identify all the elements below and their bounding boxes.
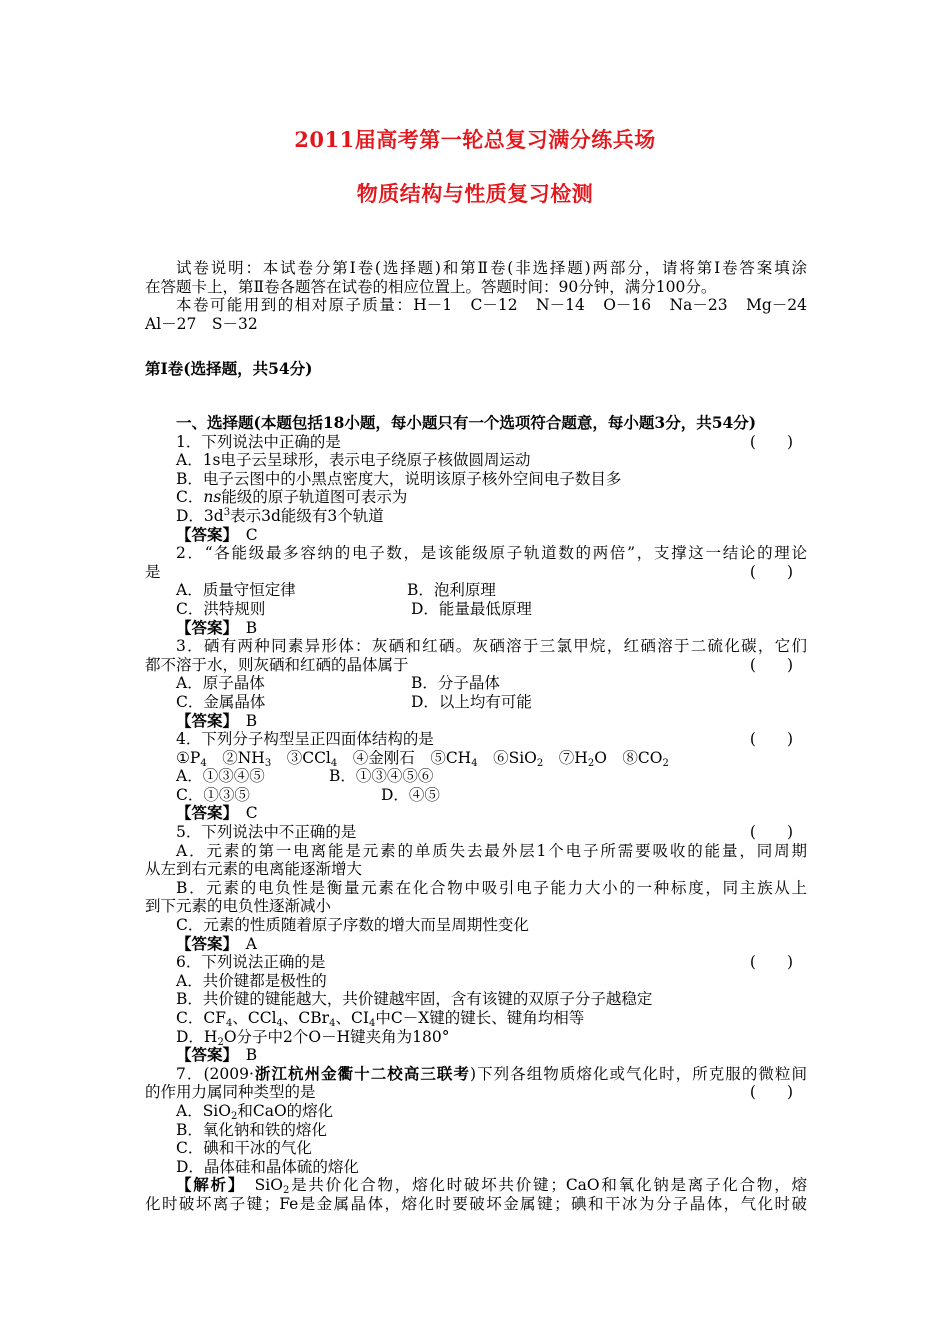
option-row: A．质量守恒定律 B．泡利原理 [176,581,496,600]
option: A．元素的第一电离能是元素的单质失去最外层1个电子所需要吸收的能量，同周期 [176,841,807,860]
option: C．碘和干冰的气化 [176,1139,312,1158]
option: B．元素的电负性是衡量元素在化合物中吸引电子能力大小的一种标度，同主族从上 [176,878,807,897]
answer-bracket: ( ) [749,823,793,842]
option-row: A．①③④⑤ B．①③④⑤⑥ [176,767,434,786]
answer-line: 【答案】 B [176,1045,258,1065]
option-row: C．金属晶体 D．以上均有可能 [176,692,532,711]
answer-bracket: ( ) [749,562,793,581]
option: D．$H_2O$分子中2个O－H键夹角为180° [176,1027,450,1048]
answer-line: 【答案】 C [176,803,258,823]
question-stem: 7．(2009·浙江杭州金衢十二校高三联考)下列各组物质熔化或气化时，所克服的微粒间 [176,1063,807,1083]
option: A．共价键都是极性的 [176,971,327,990]
answer-bracket: ( ) [749,953,793,972]
option: 到下元素的电负性逐渐减小 [145,897,332,916]
answer-bracket: ( ) [749,730,793,749]
option: A．1s电子云呈球形，表示电子绕原子核做圆周运动 [176,451,531,470]
document-title: 2011届高考第一轮总复习满分练兵场 [294,127,656,152]
option: A．SiO$_2$和CaO的熔化 [176,1101,334,1122]
answer-line: 【答案】 C [176,524,258,544]
answer-line: 【答案】 B [176,617,258,637]
analysis-line: 【解析】 SiO$_2$是共价化合物，熔化时破坏共价键；CaO和氧化钠是离子化合物，熔 [176,1175,807,1197]
answer-bracket: ( ) [749,655,793,674]
option: B．电子云图中的小黑点密度大，说明该原子核外空间电子数目多 [176,469,622,488]
intro-line: Al－27 S－32 [145,314,258,333]
question-stem: 4．下列分子构型呈正四面体结构的是 ( ) [176,730,793,749]
option: C．元素的性质随着原子序数的增大而呈周期性变化 [176,916,529,935]
section-heading: 一、选择题(本题包括18小题，每小题只有一个选项符合题意，每小题3分，共54分) [176,413,757,432]
option-row: A．原子晶体 B．分子晶体 [176,674,500,693]
questions-block [145,414,807,1214]
question-stem: 1．下列说法中正确的是 ( ) [176,432,793,451]
question-stem: 6．下列说法正确的是 ( ) [176,953,793,972]
answer-line: 【答案】 A [176,933,257,953]
question-stem: 3．硒有两种同素异形体：灰硒和红硒。灰硒溶于三氯甲烷，红硒溶于二硫化碳，它们 [176,637,807,656]
question-stem: 的作用力属同种类型的是 ( ) [145,1083,793,1102]
part-header: 第Ⅰ卷(选择题，共54分) [145,359,313,378]
option: C．ns能级的原子轨道图可表示为 [176,488,408,507]
intro-line: 试卷说明：本试卷分第Ⅰ卷(选择题)和第Ⅱ卷(非选择题)两部分，请将第Ⅰ卷答案填涂 [176,259,807,277]
option: D．$3d^3$表示3d能级有3个轨道 [176,506,384,525]
question-stem: 都不溶于水，则灰硒和红硒的晶体属于 ( ) [145,655,793,674]
analysis-line: 化时破坏离子键；Fe是金属晶体，熔化时要破坏金属键；碘和干冰为分子晶体，气化时破 [145,1194,807,1213]
intro-line: 本卷可能用到的相对原子质量：H－1 C－12 N－14 O－16 Na－23 Mg－24 [176,296,807,315]
option: B．氧化钠和铁的熔化 [176,1120,327,1139]
option: D．晶体硅和晶体硫的熔化 [176,1157,359,1176]
question-stem: 5．下列说法中不正确的是 ( ) [176,823,793,842]
option-row: C．①③⑤ D．④⑤ [176,785,440,804]
option-row: C．洪特规则 D．能量最低原理 [176,599,532,618]
answer-bracket: ( ) [749,432,793,451]
option: C．$CF_4$、CCl$_4$、CBr$_4$、$CI_4$中C－X键的键长、键角均相等 [176,1009,585,1029]
question-stem: 2．“各能级最多容纳的电子数，是该能级原子轨道数的两倍”，支撑这一结论的理论 [176,544,807,563]
option: 从左到右元素的电离能逐渐增大 [145,860,363,879]
question-stem: 是 ( ) [145,562,793,581]
document-subtitle: 物质结构与性质复习检测 [356,181,594,206]
intro-line: 在答题卡上，第Ⅱ卷各题答在试卷的相应位置上。答题时间：90分钟，满分100分。 [145,277,717,296]
answer-line: 【答案】 B [176,710,258,730]
intro-block [145,259,807,333]
item-list: $①P_4$ $②NH_3$ ③CCl$_4$ ④金刚石 $⑤CH_4$ ⑥SiO$_2$ $⑦H_2O$ $⑧CO_2$ [176,748,669,769]
option: B．共价键的键能越大，共价键越牢固，含有该键的双原子分子越稳定 [176,990,653,1009]
answer-bracket: ( ) [749,1083,793,1102]
